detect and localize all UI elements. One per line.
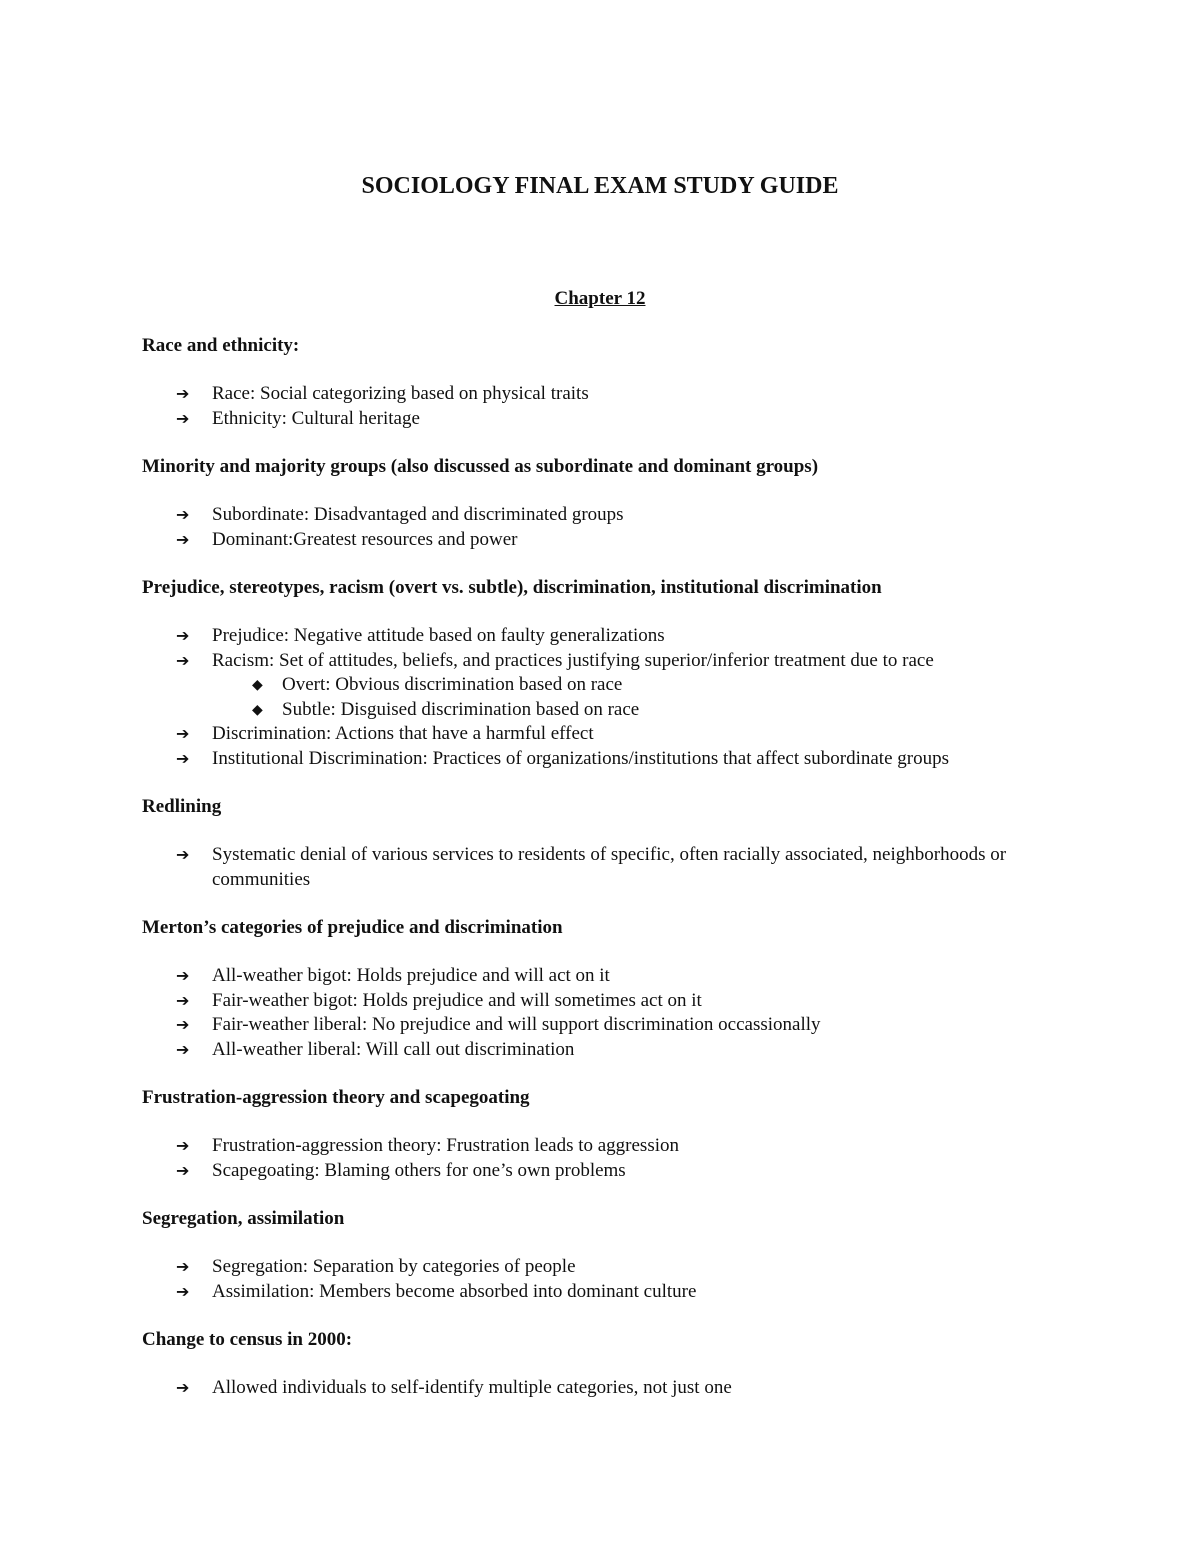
section-heading: Segregation, assimilation — [142, 1208, 345, 1229]
diamond-icon: ◆ — [252, 701, 263, 718]
bullet-list — [142, 843, 1072, 892]
bullet-text: Racism: Set of attitudes, beliefs, and practices justifying superior/inferior treatment due to race — [212, 649, 934, 671]
bullet-list — [142, 1134, 1072, 1183]
bullet-text: All-weather liberal: Will call out discrimination — [212, 1038, 575, 1060]
bullet-item — [142, 1038, 1072, 1063]
bullet-item — [142, 1376, 1072, 1401]
bullet-item — [142, 407, 1072, 432]
bullet-list — [142, 1376, 1072, 1401]
bullet-text: Segregation: Separation by categories of people — [212, 1256, 576, 1277]
sub-bullet-item — [212, 698, 1072, 723]
bullet-item — [142, 722, 1072, 747]
bullet-item — [142, 1255, 1072, 1280]
section-heading: Prejudice, stereotypes, racism (overt vs. subtle), discrimination, institutional discrimination — [142, 577, 882, 598]
bullet-item — [142, 1134, 1072, 1159]
diamond-icon: ◆ — [252, 677, 263, 693]
study-section — [142, 1327, 1072, 1401]
study-guide-content — [142, 333, 1072, 1424]
arrow-right-icon: ➔ — [176, 748, 190, 768]
bullet-list — [142, 964, 1072, 1062]
bullet-item — [142, 503, 1072, 528]
document-title: SOCIOLOGY FINAL EXAM STUDY GUIDE — [361, 173, 839, 199]
study-section — [142, 454, 1072, 552]
bullet-item — [142, 1159, 1072, 1184]
bullet-text: Prejudice: Negative attitude based on faulty generalizations — [212, 625, 665, 646]
arrow-right-icon: ➔ — [176, 724, 190, 743]
bullet-text: Subordinate: Disadvantaged and discriminated groups — [212, 504, 624, 525]
arrow-right-icon: ➔ — [176, 1160, 190, 1180]
bullet-list — [142, 503, 1072, 552]
sub-bullet-list — [212, 673, 1072, 722]
arrow-right-icon: ➔ — [176, 966, 190, 985]
arrow-right-icon: ➔ — [176, 990, 190, 1010]
bullet-text: Scapegoating: Blaming others for one’s own problems — [212, 1159, 626, 1181]
arrow-right-icon: ➔ — [176, 384, 190, 403]
bullet-list — [142, 382, 1072, 431]
section-heading: Change to census in 2000: — [142, 1329, 353, 1350]
bullet-item — [142, 624, 1072, 649]
bullet-item — [142, 649, 1072, 723]
bullet-text: Systematic denial of various services to residents of specific, often racially associated, neighborhoods or communities — [212, 844, 1007, 890]
arrow-right-icon: ➔ — [176, 1378, 190, 1397]
arrow-right-icon: ➔ — [176, 1136, 190, 1155]
section-heading: Merton’s categories of prejudice and discrimination — [142, 917, 563, 938]
study-section — [142, 575, 1072, 771]
section-heading: Minority and majority groups (also discussed as subordinate and dominant groups) — [142, 456, 819, 477]
bullet-item — [142, 964, 1072, 989]
section-heading: Race and ethnicity: — [142, 335, 300, 356]
arrow-right-icon: ➔ — [176, 1015, 190, 1034]
bullet-item — [142, 989, 1072, 1014]
section-heading: Frustration-aggression theory and scapegoating — [142, 1087, 530, 1108]
study-section — [142, 915, 1072, 1062]
study-section — [142, 333, 1072, 431]
bullet-item — [142, 382, 1072, 407]
arrow-right-icon: ➔ — [176, 1257, 190, 1276]
arrow-right-icon: ➔ — [176, 1281, 190, 1301]
bullet-text: Discrimination: Actions that have a harmful effect — [212, 723, 594, 744]
arrow-right-icon: ➔ — [176, 1039, 190, 1059]
bullet-text: Race: Social categorizing based on physical traits — [212, 383, 589, 404]
bullet-item — [142, 747, 1072, 772]
sub-bullet-item — [212, 673, 1072, 698]
arrow-right-icon: ➔ — [176, 650, 190, 670]
chapter-heading: Chapter 12 — [554, 288, 646, 309]
bullet-item — [142, 1280, 1072, 1305]
arrow-right-icon: ➔ — [176, 529, 190, 549]
sub-bullet-text: Subtle: Disguised discrimination based on race — [282, 698, 640, 720]
arrow-right-icon: ➔ — [176, 408, 190, 428]
section-heading: Redlining — [142, 796, 222, 817]
study-section — [142, 1206, 1072, 1304]
bullet-text: Ethnicity: Cultural heritage — [212, 407, 420, 429]
bullet-text: Fair-weather liberal: No prejudice and will support discrimination occassionally — [212, 1014, 821, 1035]
bullet-text: Dominant:Greatest resources and power — [212, 528, 518, 550]
bullet-item — [142, 1013, 1072, 1038]
bullet-text: Assimilation: Members become absorbed into dominant culture — [212, 1280, 697, 1302]
arrow-right-icon: ➔ — [176, 626, 190, 645]
bullet-text: Allowed individuals to self-identify multiple categories, not just one — [212, 1377, 732, 1398]
bullet-item — [142, 528, 1072, 553]
bullet-list — [142, 1255, 1072, 1304]
bullet-text: Institutional Discrimination: Practices of organizations/institutions that affect subordinate groups — [212, 747, 949, 769]
arrow-right-icon: ➔ — [176, 505, 190, 524]
study-section — [142, 794, 1072, 892]
arrow-right-icon: ➔ — [176, 845, 190, 864]
bullet-text: All-weather bigot: Holds prejudice and will act on it — [212, 965, 610, 986]
sub-bullet-text: Overt: Obvious discrimination based on race — [282, 674, 623, 695]
study-section — [142, 1085, 1072, 1183]
bullet-item — [142, 843, 1072, 892]
bullet-list — [142, 624, 1072, 771]
bullet-text: Frustration-aggression theory: Frustration leads to aggression — [212, 1135, 680, 1156]
bullet-text: Fair-weather bigot: Holds prejudice and will sometimes act on it — [212, 989, 702, 1011]
